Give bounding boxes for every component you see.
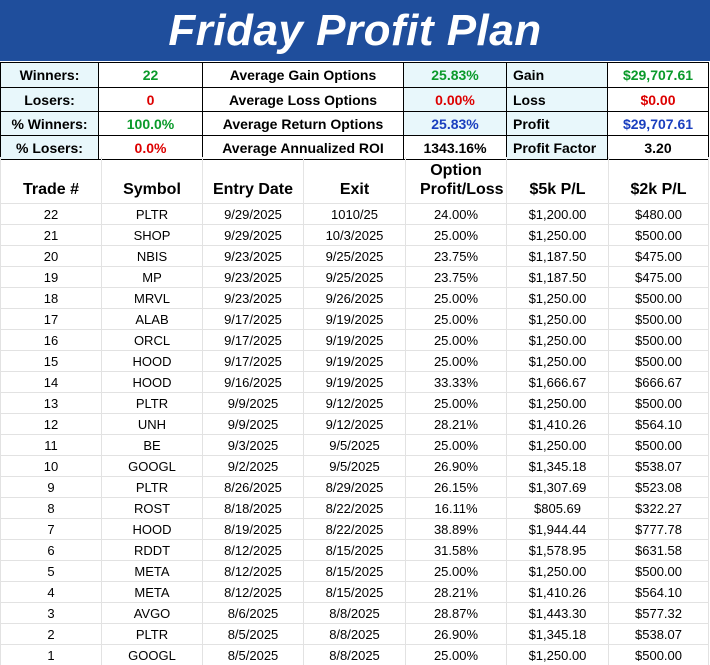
pl-5k: $1,250.00 bbox=[507, 561, 609, 582]
trade-number: 19 bbox=[1, 267, 102, 288]
option-profit-loss: 24.00% bbox=[406, 204, 507, 225]
table-row bbox=[1, 330, 709, 351]
trade-number: 16 bbox=[1, 330, 102, 351]
entry-date: 8/18/2025 bbox=[203, 498, 304, 519]
losers-label: Losers: bbox=[1, 88, 99, 112]
summary-row bbox=[1, 136, 709, 160]
entry-date: 8/6/2025 bbox=[203, 603, 304, 624]
exit-date: 9/12/2025 bbox=[304, 393, 406, 414]
pl-2k: $500.00 bbox=[609, 288, 709, 309]
option-profit-loss: 28.21% bbox=[406, 414, 507, 435]
table-row bbox=[1, 246, 709, 267]
exit-date: 8/8/2025 bbox=[304, 645, 406, 665]
symbol: ORCL bbox=[102, 330, 203, 351]
trade-number: 9 bbox=[1, 477, 102, 498]
pl-5k: $1,666.67 bbox=[507, 372, 609, 393]
option-profit-loss: 23.75% bbox=[406, 246, 507, 267]
table-row bbox=[1, 288, 709, 309]
pl-5k: $1,250.00 bbox=[507, 435, 609, 456]
trade-number: 10 bbox=[1, 456, 102, 477]
entry-date: 9/9/2025 bbox=[203, 393, 304, 414]
entry-date: 9/29/2025 bbox=[203, 204, 304, 225]
trade-number: 14 bbox=[1, 372, 102, 393]
entry-date: 9/17/2025 bbox=[203, 351, 304, 372]
avg-return-value: 25.83% bbox=[404, 112, 507, 136]
entry-date: 8/12/2025 bbox=[203, 561, 304, 582]
trade-number: 11 bbox=[1, 435, 102, 456]
exit-date: 9/25/2025 bbox=[304, 267, 406, 288]
pct-winners-label: % Winners: bbox=[1, 112, 99, 136]
pl-5k: $1,200.00 bbox=[507, 204, 609, 225]
trade-number: 2 bbox=[1, 624, 102, 645]
table-row bbox=[1, 582, 709, 603]
exit-date: 8/15/2025 bbox=[304, 582, 406, 603]
pl-5k: $1,345.18 bbox=[507, 624, 609, 645]
trades-table bbox=[0, 157, 709, 665]
pl-2k: $500.00 bbox=[609, 393, 709, 414]
trade-number: 8 bbox=[1, 498, 102, 519]
pl-2k: $480.00 bbox=[609, 204, 709, 225]
table-row bbox=[1, 498, 709, 519]
profit-value: $29,707.61 bbox=[608, 112, 709, 136]
table-row bbox=[1, 309, 709, 330]
symbol: GOOGL bbox=[102, 456, 203, 477]
exit-date: 9/26/2025 bbox=[304, 288, 406, 309]
option-profit-loss: 25.00% bbox=[406, 351, 507, 372]
option-profit-loss: 16.11% bbox=[406, 498, 507, 519]
option-profit-loss: 25.00% bbox=[406, 435, 507, 456]
symbol: HOOD bbox=[102, 519, 203, 540]
entry-date: 9/23/2025 bbox=[203, 246, 304, 267]
table-row bbox=[1, 561, 709, 582]
pl-5k: $1,443.30 bbox=[507, 603, 609, 624]
pl-2k: $500.00 bbox=[609, 330, 709, 351]
summary-row bbox=[1, 88, 709, 112]
winners-label: Winners: bbox=[1, 63, 99, 88]
option-profit-loss: 25.00% bbox=[406, 645, 507, 665]
pl-5k: $1,187.50 bbox=[507, 267, 609, 288]
exit-date: 8/22/2025 bbox=[304, 498, 406, 519]
exit-date: 9/19/2025 bbox=[304, 309, 406, 330]
entry-date: 9/29/2025 bbox=[203, 225, 304, 246]
pl-5k: $1,250.00 bbox=[507, 351, 609, 372]
symbol: META bbox=[102, 582, 203, 603]
summary-table bbox=[0, 62, 709, 160]
trade-number: 21 bbox=[1, 225, 102, 246]
entry-date: 9/23/2025 bbox=[203, 267, 304, 288]
entry-date: 8/26/2025 bbox=[203, 477, 304, 498]
exit-date: 9/12/2025 bbox=[304, 414, 406, 435]
trade-number: 12 bbox=[1, 414, 102, 435]
title-banner bbox=[0, 0, 710, 61]
pl-2k: $777.78 bbox=[609, 519, 709, 540]
symbol: META bbox=[102, 561, 203, 582]
pct-losers-label: % Losers: bbox=[1, 136, 99, 160]
trade-number: 3 bbox=[1, 603, 102, 624]
entry-date: 8/12/2025 bbox=[203, 582, 304, 603]
trades-header-row bbox=[1, 157, 709, 204]
pl-5k: $1,410.26 bbox=[507, 414, 609, 435]
trade-number: 4 bbox=[1, 582, 102, 603]
entry-date: 8/5/2025 bbox=[203, 624, 304, 645]
entry-date: 9/23/2025 bbox=[203, 288, 304, 309]
table-row bbox=[1, 204, 709, 225]
table-row bbox=[1, 456, 709, 477]
option-profit-loss: 25.00% bbox=[406, 561, 507, 582]
trade-number: 6 bbox=[1, 540, 102, 561]
table-row bbox=[1, 225, 709, 246]
symbol: RDDT bbox=[102, 540, 203, 561]
trade-number: 13 bbox=[1, 393, 102, 414]
pl-2k: $500.00 bbox=[609, 645, 709, 665]
exit-date: 9/5/2025 bbox=[304, 435, 406, 456]
entry-date: 9/16/2025 bbox=[203, 372, 304, 393]
symbol: MP bbox=[102, 267, 203, 288]
symbol: BE bbox=[102, 435, 203, 456]
pl-2k: $564.10 bbox=[609, 414, 709, 435]
pct-losers-value: 0.0% bbox=[99, 136, 203, 160]
symbol: MRVL bbox=[102, 288, 203, 309]
exit-date: 9/19/2025 bbox=[304, 330, 406, 351]
entry-date: 8/19/2025 bbox=[203, 519, 304, 540]
avg-roi-label: Average Annualized ROI bbox=[203, 136, 404, 160]
pl-5k-header: $5k P/L bbox=[507, 157, 609, 204]
pl-2k: $475.00 bbox=[609, 246, 709, 267]
pl-2k: $538.07 bbox=[609, 624, 709, 645]
table-row bbox=[1, 477, 709, 498]
option-profit-loss: 26.90% bbox=[406, 624, 507, 645]
pl-5k: $1,187.50 bbox=[507, 246, 609, 267]
option-profit-loss: 33.33% bbox=[406, 372, 507, 393]
option-pl-header: Option Profit/Loss bbox=[406, 157, 507, 204]
pl-2k: $322.27 bbox=[609, 498, 709, 519]
exit-date: 9/19/2025 bbox=[304, 372, 406, 393]
symbol: PLTR bbox=[102, 477, 203, 498]
pl-5k: $1,307.69 bbox=[507, 477, 609, 498]
exit-date: 8/29/2025 bbox=[304, 477, 406, 498]
trade-number: 22 bbox=[1, 204, 102, 225]
pct-winners-value: 100.0% bbox=[99, 112, 203, 136]
option-profit-loss: 26.15% bbox=[406, 477, 507, 498]
symbol: HOOD bbox=[102, 351, 203, 372]
exit-date: 8/22/2025 bbox=[304, 519, 406, 540]
pl-5k: $1,250.00 bbox=[507, 288, 609, 309]
option-profit-loss: 38.89% bbox=[406, 519, 507, 540]
table-row bbox=[1, 414, 709, 435]
table-row bbox=[1, 435, 709, 456]
symbol: PLTR bbox=[102, 393, 203, 414]
pl-5k: $1,250.00 bbox=[507, 393, 609, 414]
entry-date: 9/2/2025 bbox=[203, 456, 304, 477]
exit-header: Exit bbox=[304, 157, 406, 204]
option-profit-loss: 25.00% bbox=[406, 288, 507, 309]
avg-loss-label: Average Loss Options bbox=[203, 88, 404, 112]
summary-row bbox=[1, 112, 709, 136]
gain-value: $29,707.61 bbox=[608, 63, 709, 88]
trade-number: 15 bbox=[1, 351, 102, 372]
option-profit-loss: 25.00% bbox=[406, 330, 507, 351]
exit-date: 8/8/2025 bbox=[304, 603, 406, 624]
avg-roi-value: 1343.16% bbox=[404, 136, 507, 160]
exit-date: 8/15/2025 bbox=[304, 561, 406, 582]
table-row bbox=[1, 351, 709, 372]
exit-date: 8/15/2025 bbox=[304, 540, 406, 561]
page-title: Friday Profit Plan bbox=[168, 6, 541, 56]
loss-label: Loss bbox=[507, 88, 608, 112]
pl-2k: $523.08 bbox=[609, 477, 709, 498]
trade-number: 18 bbox=[1, 288, 102, 309]
table-row bbox=[1, 645, 709, 665]
symbol: PLTR bbox=[102, 624, 203, 645]
avg-gain-label: Average Gain Options bbox=[203, 63, 404, 88]
symbol: AVGO bbox=[102, 603, 203, 624]
table-row bbox=[1, 540, 709, 561]
pl-5k: $1,578.95 bbox=[507, 540, 609, 561]
loss-value: $0.00 bbox=[608, 88, 709, 112]
option-profit-loss: 28.21% bbox=[406, 582, 507, 603]
avg-gain-value: 25.83% bbox=[404, 63, 507, 88]
entry-date: 8/12/2025 bbox=[203, 540, 304, 561]
pl-2k: $631.58 bbox=[609, 540, 709, 561]
pl-5k: $1,250.00 bbox=[507, 330, 609, 351]
option-profit-loss: 26.90% bbox=[406, 456, 507, 477]
profit-factor-value: 3.20 bbox=[608, 136, 709, 160]
losers-value: 0 bbox=[99, 88, 203, 112]
option-profit-loss: 25.00% bbox=[406, 393, 507, 414]
exit-date: 9/25/2025 bbox=[304, 246, 406, 267]
symbol: ALAB bbox=[102, 309, 203, 330]
exit-date: 9/19/2025 bbox=[304, 351, 406, 372]
pl-5k: $1,345.18 bbox=[507, 456, 609, 477]
option-profit-loss: 25.00% bbox=[406, 309, 507, 330]
pl-2k: $500.00 bbox=[609, 435, 709, 456]
symbol: UNH bbox=[102, 414, 203, 435]
pl-2k: $577.32 bbox=[609, 603, 709, 624]
entry-date: 9/9/2025 bbox=[203, 414, 304, 435]
option-profit-loss: 23.75% bbox=[406, 267, 507, 288]
summary-row bbox=[1, 63, 709, 88]
entry-date: 9/17/2025 bbox=[203, 309, 304, 330]
avg-loss-value: 0.00% bbox=[404, 88, 507, 112]
gain-label: Gain bbox=[507, 63, 608, 88]
pl-2k: $500.00 bbox=[609, 561, 709, 582]
exit-date: 8/8/2025 bbox=[304, 624, 406, 645]
pl-5k: $805.69 bbox=[507, 498, 609, 519]
exit-date: 10/3/2025 bbox=[304, 225, 406, 246]
pl-5k: $1,250.00 bbox=[507, 309, 609, 330]
winners-value: 22 bbox=[99, 63, 203, 88]
profit-label: Profit bbox=[507, 112, 608, 136]
option-profit-loss: 25.00% bbox=[406, 225, 507, 246]
symbol: ROST bbox=[102, 498, 203, 519]
option-profit-loss: 28.87% bbox=[406, 603, 507, 624]
pl-2k: $500.00 bbox=[609, 351, 709, 372]
profit-factor-label: Profit Factor bbox=[507, 136, 608, 160]
symbol-header: Symbol bbox=[102, 157, 203, 204]
symbol: PLTR bbox=[102, 204, 203, 225]
option-profit-loss: 31.58% bbox=[406, 540, 507, 561]
entry-date-header: Entry Date bbox=[203, 157, 304, 204]
exit-date: 1010/25 bbox=[304, 204, 406, 225]
table-row bbox=[1, 624, 709, 645]
trade-number: 5 bbox=[1, 561, 102, 582]
entry-date: 9/17/2025 bbox=[203, 330, 304, 351]
trade-number: 17 bbox=[1, 309, 102, 330]
table-row bbox=[1, 267, 709, 288]
pl-5k: $1,944.44 bbox=[507, 519, 609, 540]
pl-2k: $666.67 bbox=[609, 372, 709, 393]
symbol: GOOGL bbox=[102, 645, 203, 665]
pl-5k: $1,250.00 bbox=[507, 225, 609, 246]
pl-2k: $500.00 bbox=[609, 309, 709, 330]
trade-number: 7 bbox=[1, 519, 102, 540]
table-row bbox=[1, 372, 709, 393]
pl-2k: $475.00 bbox=[609, 267, 709, 288]
pl-5k: $1,250.00 bbox=[507, 645, 609, 665]
avg-return-label: Average Return Options bbox=[203, 112, 404, 136]
trade-number: 20 bbox=[1, 246, 102, 267]
entry-date: 8/5/2025 bbox=[203, 645, 304, 665]
table-row bbox=[1, 393, 709, 414]
pl-2k: $500.00 bbox=[609, 225, 709, 246]
pl-5k: $1,410.26 bbox=[507, 582, 609, 603]
pl-2k: $538.07 bbox=[609, 456, 709, 477]
symbol: NBIS bbox=[102, 246, 203, 267]
trade-number: 1 bbox=[1, 645, 102, 665]
exit-date: 9/5/2025 bbox=[304, 456, 406, 477]
symbol: SHOP bbox=[102, 225, 203, 246]
table-row bbox=[1, 603, 709, 624]
trade-num-header: Trade # bbox=[1, 157, 102, 204]
pl-2k: $564.10 bbox=[609, 582, 709, 603]
entry-date: 9/3/2025 bbox=[203, 435, 304, 456]
pl-2k-header: $2k P/L bbox=[609, 157, 709, 204]
table-row bbox=[1, 519, 709, 540]
symbol: HOOD bbox=[102, 372, 203, 393]
